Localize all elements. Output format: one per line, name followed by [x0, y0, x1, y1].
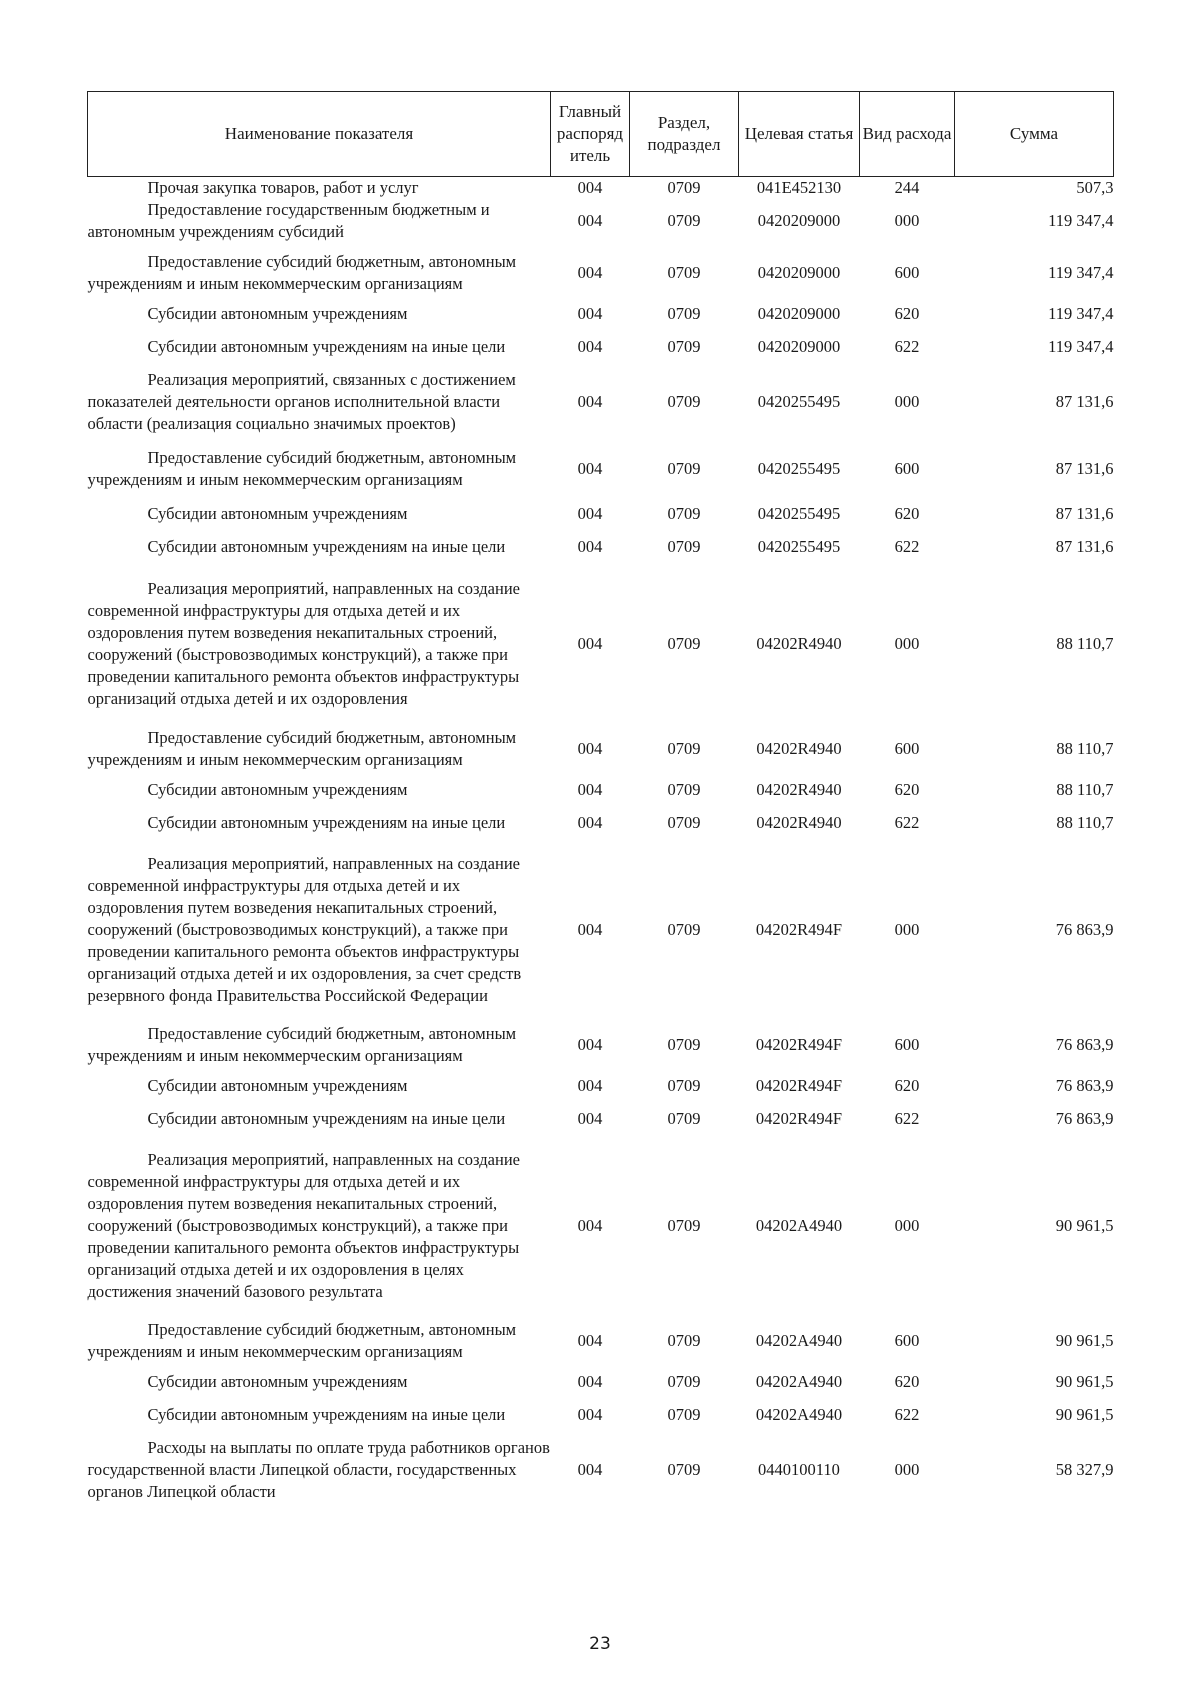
cell-admin: [551, 503, 630, 525]
cell-section: [630, 503, 739, 525]
cell-name: [88, 1015, 551, 1075]
cell-exptype: [860, 199, 955, 243]
exptype-text: 000: [894, 1460, 920, 1479]
cell-target: [739, 1075, 860, 1097]
exptype-text: 600: [894, 1331, 920, 1350]
cell-sum: [955, 325, 1114, 369]
section-text: 0709: [667, 1109, 701, 1128]
exptype-text: 620: [894, 1372, 920, 1391]
cell-exptype: [860, 243, 955, 303]
cell-sum: [955, 503, 1114, 525]
name-text: Субсидии автономным учреждениям: [147, 1372, 408, 1391]
cell-admin: [551, 325, 630, 369]
cell-exptype: [860, 325, 955, 369]
target-text: 04202R494F: [755, 920, 843, 939]
cell-exptype: [860, 177, 955, 200]
table-row: [88, 525, 1114, 569]
cell-target: [739, 243, 860, 303]
cell-section: [630, 801, 739, 845]
cell-admin: [551, 1311, 630, 1371]
cell-target: [739, 177, 860, 200]
exptype-text: 000: [894, 392, 920, 411]
cell-name: [88, 1437, 551, 1503]
cell-exptype: [860, 435, 955, 503]
cell-section: [630, 1141, 739, 1311]
table-row: [88, 1015, 1114, 1075]
cell-name: [88, 779, 551, 801]
cell-name: [88, 369, 551, 435]
target-text: 0420255495: [757, 504, 841, 523]
cell-admin: [551, 719, 630, 779]
cell-admin: [551, 369, 630, 435]
name-text: Предоставление государственным бюджетным и автономным учреждениям субсидий: [87, 200, 490, 241]
sum-text: 90 961,5: [1055, 1405, 1114, 1424]
cell-name: [88, 845, 551, 1015]
cell-target: [739, 1437, 860, 1503]
exptype-text: 620: [894, 780, 920, 799]
section-text: 0709: [667, 1372, 701, 1391]
admin-text: 004: [577, 1216, 603, 1235]
cell-admin: [551, 525, 630, 569]
sum-text: 88 110,7: [1056, 813, 1114, 832]
cell-section: [630, 1437, 739, 1503]
admin-text: 004: [577, 459, 603, 478]
section-text: 0709: [667, 263, 701, 282]
target-text: 04202R494F: [755, 1035, 843, 1054]
cell-section: [630, 845, 739, 1015]
cell-sum: [955, 569, 1114, 719]
admin-text: 004: [577, 337, 603, 356]
cell-sum: [955, 243, 1114, 303]
admin-text: 004: [577, 211, 603, 230]
header-name: Наименование показателя: [88, 92, 551, 177]
target-text: 04202R494F: [755, 1076, 843, 1095]
name-text: Субсидии автономным учреждениям на иные цели: [147, 1109, 506, 1128]
cell-admin: [551, 569, 630, 719]
section-text: 0709: [667, 813, 701, 832]
table-row: [88, 1075, 1114, 1097]
table-row: [88, 243, 1114, 303]
cell-name: [88, 525, 551, 569]
cell-section: [630, 303, 739, 325]
table-row: [88, 435, 1114, 503]
cell-name: [88, 303, 551, 325]
sum-text: 119 347,4: [1048, 211, 1114, 230]
cell-admin: [551, 1141, 630, 1311]
cell-sum: [955, 719, 1114, 779]
section-text: 0709: [667, 1216, 701, 1235]
sum-text: 88 110,7: [1056, 780, 1114, 799]
target-text: 0420209000: [757, 304, 841, 323]
exptype-text: 600: [894, 739, 920, 758]
name-text: Субсидии автономным учреждениям: [147, 504, 408, 523]
cell-admin: [551, 1097, 630, 1141]
target-text: 04202R4940: [756, 780, 842, 799]
target-text: 04202R4940: [756, 813, 842, 832]
table-row: [88, 303, 1114, 325]
name-text: Реализация мероприятий, связанных с достижением показателей деятельности органов исполнительной власти области (реализация социально значимых проектов): [87, 370, 516, 433]
admin-text: 004: [577, 392, 603, 411]
cell-sum: [955, 303, 1114, 325]
name-text: Субсидии автономным учреждениям: [147, 1076, 408, 1095]
header-row: [88, 92, 1114, 177]
cell-section: [630, 779, 739, 801]
section-text: 0709: [667, 1331, 701, 1350]
target-text: 041E452130: [756, 178, 842, 197]
cell-sum: [955, 845, 1114, 1015]
cell-section: [630, 569, 739, 719]
cell-section: [630, 525, 739, 569]
table-row: [88, 369, 1114, 435]
exptype-text: 600: [894, 1035, 920, 1054]
section-text: 0709: [667, 1076, 701, 1095]
cell-target: [739, 1097, 860, 1141]
sum-text: 119 347,4: [1048, 337, 1114, 356]
admin-text: 004: [577, 178, 603, 197]
admin-text: 004: [577, 1035, 603, 1054]
cell-name: [88, 243, 551, 303]
budget-table: [87, 91, 1114, 1503]
sum-text: 87 131,6: [1055, 537, 1114, 556]
sum-text: 87 131,6: [1055, 392, 1114, 411]
admin-text: 004: [577, 1331, 603, 1350]
target-text: 0420255495: [757, 392, 841, 411]
cell-admin: [551, 177, 630, 200]
cell-target: [739, 845, 860, 1015]
table-row: [88, 1141, 1114, 1311]
cell-sum: [955, 525, 1114, 569]
header-admin: Главный распоряд итель: [551, 92, 630, 177]
cell-name: [88, 1141, 551, 1311]
cell-exptype: [860, 779, 955, 801]
exptype-text: 622: [894, 1405, 920, 1424]
section-text: 0709: [667, 1405, 701, 1424]
cell-section: [630, 177, 739, 200]
admin-text: 004: [577, 813, 603, 832]
table-header: [88, 92, 1114, 177]
table-body: [88, 177, 1114, 1504]
cell-exptype: [860, 1097, 955, 1141]
cell-name: [88, 435, 551, 503]
cell-exptype: [860, 525, 955, 569]
cell-exptype: [860, 1141, 955, 1311]
target-text: 0440100110: [758, 1460, 840, 1479]
sum-text: 507,3: [1076, 178, 1114, 197]
cell-admin: [551, 303, 630, 325]
cell-sum: [955, 1437, 1114, 1503]
admin-text: 004: [577, 1109, 603, 1128]
cell-sum: [955, 1371, 1114, 1393]
cell-target: [739, 325, 860, 369]
sum-text: 88 110,7: [1056, 634, 1114, 653]
target-text: 04202R494F: [755, 1109, 843, 1128]
cell-target: [739, 199, 860, 243]
exptype-text: 620: [894, 304, 920, 323]
header-exptype: Вид расхода: [860, 92, 955, 177]
sum-text: 76 863,9: [1055, 920, 1114, 939]
target-text: 0420209000: [757, 211, 841, 230]
sum-text: 87 131,6: [1055, 459, 1114, 478]
cell-exptype: [860, 1371, 955, 1393]
cell-exptype: [860, 1393, 955, 1437]
target-text: 04202A4940: [755, 1372, 843, 1391]
target-text: 0420255495: [757, 537, 841, 556]
cell-exptype: [860, 503, 955, 525]
target-text: 04202A4940: [755, 1331, 843, 1350]
name-text: Предоставление субсидий бюджетным, автономным учреждениям и иным некоммерческим организациям: [87, 728, 517, 769]
cell-name: [88, 1371, 551, 1393]
sum-text: 76 863,9: [1055, 1109, 1114, 1128]
table-row: [88, 1097, 1114, 1141]
sum-text: 76 863,9: [1055, 1035, 1114, 1054]
header-target: Целевая статья: [739, 92, 860, 177]
section-text: 0709: [667, 211, 701, 230]
section-text: 0709: [667, 634, 701, 653]
exptype-text: 620: [894, 504, 920, 523]
cell-admin: [551, 1393, 630, 1437]
name-text: Предоставление субсидий бюджетным, автономным учреждениям и иным некоммерческим организациям: [87, 1320, 517, 1361]
cell-target: [739, 1393, 860, 1437]
sum-text: 119 347,4: [1048, 263, 1114, 282]
exptype-text: 620: [894, 1076, 920, 1095]
name-text: Предоставление субсидий бюджетным, автономным учреждениям и иным некоммерческим организациям: [87, 252, 517, 293]
admin-text: 004: [577, 504, 603, 523]
exptype-text: 622: [894, 1109, 920, 1128]
cell-exptype: [860, 1015, 955, 1075]
admin-text: 004: [577, 1460, 603, 1479]
sum-text: 88 110,7: [1056, 739, 1114, 758]
cell-name: [88, 719, 551, 779]
name-text: Субсидии автономным учреждениям на иные цели: [147, 813, 506, 832]
name-text: Предоставление субсидий бюджетным, автономным учреждениям и иным некоммерческим организациям: [87, 1024, 517, 1065]
name-text: Субсидии автономным учреждениям на иные цели: [147, 537, 506, 556]
target-text: 04202R4940: [756, 634, 842, 653]
sum-text: 58 327,9: [1055, 1460, 1114, 1479]
table-row: [88, 779, 1114, 801]
cell-name: [88, 569, 551, 719]
cell-sum: [955, 801, 1114, 845]
sum-text: 90 961,5: [1055, 1216, 1114, 1235]
exptype-text: 000: [894, 211, 920, 230]
cell-target: [739, 1311, 860, 1371]
name-text: Субсидии автономным учреждениям: [147, 304, 408, 323]
cell-exptype: [860, 1311, 955, 1371]
admin-text: 004: [577, 1372, 603, 1391]
cell-sum: [955, 1075, 1114, 1097]
admin-text: 004: [577, 304, 603, 323]
name-text: Субсидии автономным учреждениям на иные цели: [147, 1405, 506, 1424]
admin-text: 004: [577, 537, 603, 556]
exptype-text: 600: [894, 459, 920, 478]
exptype-text: 000: [894, 634, 920, 653]
cell-sum: [955, 1393, 1114, 1437]
table-row: [88, 1393, 1114, 1437]
name-text: Реализация мероприятий, направленных на создание современной инфраструктуры для отдыха детей и их оздоровления путем возведения некапитальных строений, сооружений (быстровозводимых конструкций), а также при проведении капитального ремонта объектов инфраструктуры организаций отдыха детей и их оздоровления в целях достижения значений базового результата: [87, 1150, 520, 1301]
cell-section: [630, 243, 739, 303]
admin-text: 004: [577, 1405, 603, 1424]
sum-text: 90 961,5: [1055, 1331, 1114, 1350]
exptype-text: 000: [894, 1216, 920, 1235]
cell-admin: [551, 1371, 630, 1393]
section-text: 0709: [667, 304, 701, 323]
exptype-text: 622: [894, 813, 920, 832]
cell-section: [630, 1393, 739, 1437]
exptype-text: 622: [894, 337, 920, 356]
table-row: [88, 801, 1114, 845]
section-text: 0709: [667, 392, 701, 411]
cell-target: [739, 1015, 860, 1075]
exptype-text: 622: [894, 537, 920, 556]
sum-text: 87 131,6: [1055, 504, 1114, 523]
target-text: 04202A4940: [755, 1216, 843, 1235]
exptype-text: 600: [894, 263, 920, 282]
cell-exptype: [860, 1437, 955, 1503]
cell-admin: [551, 801, 630, 845]
cell-exptype: [860, 569, 955, 719]
cell-sum: [955, 199, 1114, 243]
cell-admin: [551, 435, 630, 503]
cell-name: [88, 1311, 551, 1371]
table-row: [88, 1437, 1114, 1503]
section-text: 0709: [667, 178, 701, 197]
section-text: 0709: [667, 459, 701, 478]
admin-text: 004: [577, 739, 603, 758]
name-text: Расходы на выплаты по оплате труда работников органов государственной власти Липецкой области, государственных органов Липецкой области: [87, 1438, 550, 1501]
cell-section: [630, 199, 739, 243]
section-text: 0709: [667, 1035, 701, 1054]
sum-text: 119 347,4: [1048, 304, 1114, 323]
cell-section: [630, 1097, 739, 1141]
section-text: 0709: [667, 1460, 701, 1479]
cell-exptype: [860, 845, 955, 1015]
cell-exptype: [860, 1075, 955, 1097]
target-text: 0420209000: [757, 263, 841, 282]
cell-target: [739, 1141, 860, 1311]
admin-text: 004: [577, 920, 603, 939]
cell-sum: [955, 435, 1114, 503]
table-row: [88, 569, 1114, 719]
name-text: Предоставление субсидий бюджетным, автономным учреждениям и иным некоммерческим организациям: [87, 448, 517, 489]
cell-section: [630, 1075, 739, 1097]
admin-text: 004: [577, 780, 603, 799]
cell-exptype: [860, 303, 955, 325]
cell-admin: [551, 243, 630, 303]
cell-admin: [551, 779, 630, 801]
cell-sum: [955, 1097, 1114, 1141]
section-text: 0709: [667, 780, 701, 799]
section-text: 0709: [667, 739, 701, 758]
table-row: [88, 845, 1114, 1015]
table-row: [88, 325, 1114, 369]
cell-target: [739, 719, 860, 779]
cell-exptype: [860, 369, 955, 435]
cell-section: [630, 369, 739, 435]
cell-section: [630, 1371, 739, 1393]
cell-section: [630, 435, 739, 503]
cell-name: [88, 1097, 551, 1141]
cell-admin: [551, 845, 630, 1015]
cell-target: [739, 525, 860, 569]
name-text: Субсидии автономным учреждениям: [147, 780, 408, 799]
cell-name: [88, 199, 551, 243]
cell-admin: [551, 1437, 630, 1503]
target-text: 04202R4940: [756, 739, 842, 758]
cell-target: [739, 1371, 860, 1393]
cell-sum: [955, 369, 1114, 435]
cell-sum: [955, 1015, 1114, 1075]
cell-section: [630, 325, 739, 369]
cell-target: [739, 569, 860, 719]
cell-sum: [955, 1311, 1114, 1371]
exptype-text: 000: [894, 920, 920, 939]
table-row: [88, 177, 1114, 200]
cell-target: [739, 303, 860, 325]
cell-admin: [551, 1015, 630, 1075]
page-number: 23: [589, 1634, 611, 1654]
cell-target: [739, 435, 860, 503]
cell-exptype: [860, 801, 955, 845]
cell-sum: [955, 1141, 1114, 1311]
cell-name: [88, 1393, 551, 1437]
table-row: [88, 719, 1114, 779]
target-text: 0420255495: [757, 459, 841, 478]
cell-name: [88, 503, 551, 525]
table-row: [88, 1311, 1114, 1371]
cell-target: [739, 801, 860, 845]
cell-name: [88, 325, 551, 369]
table-row: [88, 1371, 1114, 1393]
section-text: 0709: [667, 537, 701, 556]
table-row: [88, 199, 1114, 243]
cell-exptype: [860, 719, 955, 779]
cell-section: [630, 1311, 739, 1371]
cell-name: [88, 801, 551, 845]
cell-section: [630, 1015, 739, 1075]
cell-sum: [955, 779, 1114, 801]
cell-target: [739, 779, 860, 801]
admin-text: 004: [577, 634, 603, 653]
name-text: Прочая закупка товаров, работ и услуг: [147, 178, 419, 197]
section-text: 0709: [667, 504, 701, 523]
cell-name: [88, 177, 551, 200]
cell-admin: [551, 199, 630, 243]
cell-target: [739, 369, 860, 435]
name-text: Субсидии автономным учреждениям на иные цели: [147, 337, 506, 356]
cell-target: [739, 503, 860, 525]
sum-text: 90 961,5: [1055, 1372, 1114, 1391]
cell-admin: [551, 1075, 630, 1097]
section-text: 0709: [667, 920, 701, 939]
header-sum: Сумма: [955, 92, 1114, 177]
cell-name: [88, 1075, 551, 1097]
admin-text: 004: [577, 1076, 603, 1095]
admin-text: 004: [577, 263, 603, 282]
name-text: Реализация мероприятий, направленных на создание современной инфраструктуры для отдыха детей и их оздоровления путем возведения некапитальных строений, сооружений (быстровозводимых конструкций), а также при проведении капитального ремонта объектов инфраструктуры организаций отдыха детей и их оздоровления: [87, 579, 520, 708]
section-text: 0709: [667, 337, 701, 356]
cell-section: [630, 719, 739, 779]
target-text: 0420209000: [757, 337, 841, 356]
name-text: Реализация мероприятий, направленных на создание современной инфраструктуры для отдыха детей и их оздоровления путем возведения некапитальных строений, сооружений (быстровозводимых конструкций), а также при проведении капитального ремонта объектов инфраструктуры организаций отдыха детей и их оздоровления, за счет средств резервного фонда Правительства Российской Федерации: [87, 854, 522, 1005]
target-text: 04202A4940: [755, 1405, 843, 1424]
header-section: Раздел, подраздел: [630, 92, 739, 177]
exptype-text: 244: [894, 178, 920, 197]
cell-sum: [955, 177, 1114, 200]
table-row: [88, 503, 1114, 525]
sum-text: 76 863,9: [1055, 1076, 1114, 1095]
